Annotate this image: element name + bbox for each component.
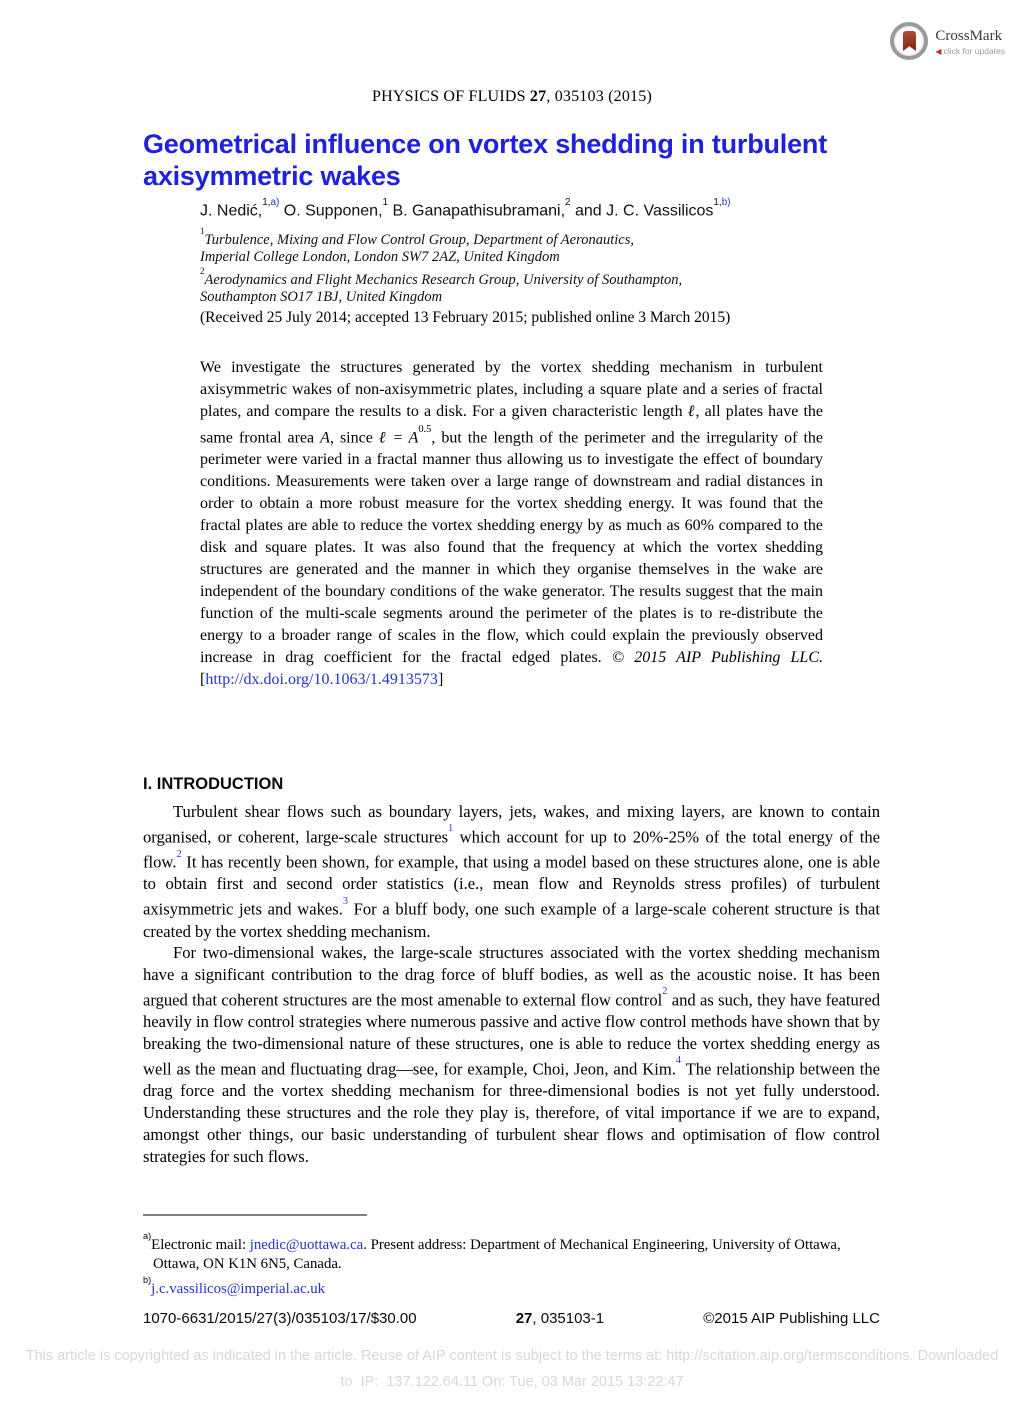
affiliation-1-text: Turbulence, Mixing and Flow Control Group, Department of Aeronautics,: [204, 231, 634, 248]
crossmark-badge[interactable]: [890, 22, 1005, 60]
abstract-text-2: , all plates have the same frontal area: [200, 403, 823, 447]
abstract-text-3: , since: [329, 429, 379, 447]
paper-title: [143, 128, 863, 192]
intro-paragraph-1: [143, 801, 880, 942]
journal-volume: 27: [529, 88, 547, 105]
abstract-text-4: , but the length of the perimeter and the irregularity of the perimeter were varied in a fractal manner thus allowing us to investigate the effect of boundary conditions. Measurements were taken over a large range of downstream and radial distances in order to obtain a more robust measure for the vortex shedding energy. It was found that the fractal plates are able to reduce the vortex shedding energy by as much as 60% compared to the disk and square plates. It was also found that the frequency at which the vortex shedding structures are generated and the manner in which they organise themselves in the wake are independent of the boundary conditions of the wake generator. The results suggest that the main function of the multi-scale segments around the perimeter of the plates is to re-distribute the energy to a broader range of scales in the flow, which could explain the previously observed increase in drag coefficient for the fractal edged plates.: [200, 429, 824, 667]
author-line: [200, 196, 880, 220]
author-2: O. Supponen,: [279, 202, 383, 220]
footnote-b: [143, 1275, 888, 1299]
footnotes: [143, 1231, 888, 1299]
author-4-footnote-link[interactable]: b): [721, 196, 731, 208]
footnote-a-marker: a): [143, 1230, 152, 1241]
abstract-area-symbol: A: [320, 429, 330, 447]
footnote-a: [143, 1231, 888, 1275]
abstract-ell-symbol: ℓ: [687, 403, 696, 420]
footnote-divider: [143, 1214, 367, 1216]
crossmark-logo-icon: [890, 22, 928, 60]
author-1: J. Nedić,: [200, 202, 263, 220]
p2-text-b: and as such, they have featured heavily in flow control strategies where numerous passive and active flow control methods have shown that by breaking the two-dimensional nature of these structures, one is able to reduce the vortex shedding energy as well as the mean and fluctuating drag—see, for example, Choi, Jeon, and Kim.: [143, 990, 880, 1079]
abstract-bracket-close: ]: [437, 671, 444, 689]
citation-ref-2[interactable]: 2: [176, 848, 182, 860]
doi-link[interactable]: http://dx.doi.org/10.1063/1.4913573: [205, 671, 438, 689]
page-number: [516, 1310, 604, 1327]
author-3: B. Ganapathisubramani,: [388, 202, 566, 220]
footnote-b-marker: b): [143, 1274, 152, 1285]
affiliation-1-line1: [200, 227, 860, 249]
citation-ref-3[interactable]: 3: [342, 895, 348, 907]
footnote-a-email-link[interactable]: jnedic@uottawa.ca: [249, 1236, 364, 1253]
crossmark-tagline-text: click for updates: [943, 45, 1005, 56]
abstract-equals: =: [387, 429, 409, 447]
affiliation-1-line2: Imperial College London, London SW7 2AZ, United Kingdom: [200, 249, 560, 266]
footnote-a-text-2: . Present address: Department of Mechanical Engineering, University of Ottawa, Ottawa, ON K1N 6N5, Canada.: [153, 1236, 841, 1273]
citation-ref-2b[interactable]: 2: [662, 986, 668, 998]
left-arrow-icon: ◀: [935, 46, 942, 56]
abstract-ell-symbol-2: ℓ: [378, 429, 388, 447]
intro-paragraph-2: [143, 942, 880, 1167]
p2-text-a: For two-dimensional wakes, the large-scale structures associated with the vortex shedding mechanism have a significant contribution to the drag force of bluff bodies, as well as the acoustic noise. It has been argued that coherent structures are the most amenable to external flow control: [143, 943, 880, 1010]
crossmark-text: [935, 22, 1005, 56]
page-footer: [143, 1310, 880, 1327]
author-4: and J. C. Vassilicos: [570, 202, 714, 220]
affiliation-2-text: Aerodynamics and Flight Mechanics Research Group, University of Southampton,: [204, 271, 683, 288]
citation-ref-1[interactable]: 1: [448, 823, 454, 835]
abstract-exponent: 0.5: [418, 423, 432, 435]
crossmark-brand: CrossMark: [935, 28, 1003, 44]
affiliations: [200, 227, 860, 307]
issn-price: 1070-6631/2015/27(3)/035103/17/$30.00: [143, 1310, 417, 1327]
abstract-area-symbol-2: A: [408, 429, 419, 447]
paper-title-line2: axisymmetric wakes: [143, 161, 401, 191]
p1-text-a: Turbulent shear flows such as boundary layers, jets, wakes, and mixing layers, are known to contain organised, or coherent, large-scale structures: [143, 802, 880, 847]
received-dates: (Received 25 July 2014; accepted 13 February 2015; published online 3 March 2015): [200, 309, 731, 326]
introduction-body: [143, 801, 880, 1167]
bookmark-icon: [903, 31, 916, 51]
author-1-affil-sup: 1,: [262, 196, 271, 208]
author-3-affil-sup: 2: [565, 196, 571, 208]
page-number-volume: 27: [515, 1310, 533, 1327]
author-4-affil-sup: 1,: [713, 196, 722, 208]
page-number-rest: , 035103-1: [532, 1310, 605, 1327]
citation-ref-4[interactable]: 4: [675, 1055, 682, 1067]
journal-name: PHYSICS OF FLUIDS: [372, 88, 530, 105]
author-2-affil-sup: 1: [382, 196, 389, 208]
p2-text-c: The relationship between the drag force and the vortex shedding mechanism for three-dimensional bodies is not yet fully understood. Understanding these structures and the role they play is, therefore, of vital importance if we are to expand, amongst other things, our basic understanding of turbulent shear flows and optimisation of flow control strategies for such flows.: [143, 1059, 881, 1166]
footnote-b-email-link[interactable]: j.c.vassilicos@imperial.ac.uk: [151, 1280, 326, 1297]
abstract-bracket-open: [: [200, 671, 206, 689]
p1-text-b: which account for up to 20%-25% of the total energy of the flow.: [143, 827, 880, 872]
affiliation-1-sup: 1: [200, 225, 205, 236]
affiliation-2-line1: [200, 267, 860, 289]
section-heading-introduction: I. INTRODUCTION: [143, 775, 284, 793]
footnote-a-text-1: Electronic mail:: [151, 1236, 250, 1253]
abstract-text-1: We investigate the structures generated by the vortex shedding mechanism in turbulent axisymmetric wakes of non-axisymmetric plates, including a square plate and a series of fractal plates, and compare the results to a disk. For a given characteristic length: [200, 359, 823, 420]
p1-text-d: For a bluff body, one such example of a large-scale coherent structure is that created by the vortex shedding mechanism.: [143, 899, 880, 941]
journal-issue: , 035103 (2015): [546, 88, 652, 105]
affiliation-2-sup: 2: [200, 265, 205, 276]
abstract: [200, 357, 823, 691]
publisher-copyright: ©2015 AIP Publishing LLC: [703, 1310, 880, 1327]
affiliation-2-line2: Southampton SO17 1BJ, United Kingdom: [200, 289, 443, 306]
copyright-banner-line1: This article is copyrighted as indicated in the article. Reuse of AIP content is subject to the terms at: http://scitation.aip.org/termsconditions. Downloaded: [25, 1348, 999, 1364]
author-1-footnote-link[interactable]: a): [270, 196, 280, 208]
abstract-copyright: © 2015 AIP Publishing LLC.: [611, 649, 823, 667]
p1-text-c: It has recently been shown, for example, that using a model based on these structures alone, one is able to obtain first and second order statistics (i.e., mean flow and Reynolds stress profiles) of turbulent axisymmetric jets and wakes.: [143, 852, 880, 919]
paper-title-line1: Geometrical influence on vortex shedding in turbulent: [143, 129, 827, 159]
crossmark-tagline: [935, 47, 1005, 57]
journal-header: [0, 88, 1024, 106]
copyright-banner-line2: to IP: 137.122.64.11 On: Tue, 03 Mar 2015 13:22:47: [340, 1374, 684, 1390]
